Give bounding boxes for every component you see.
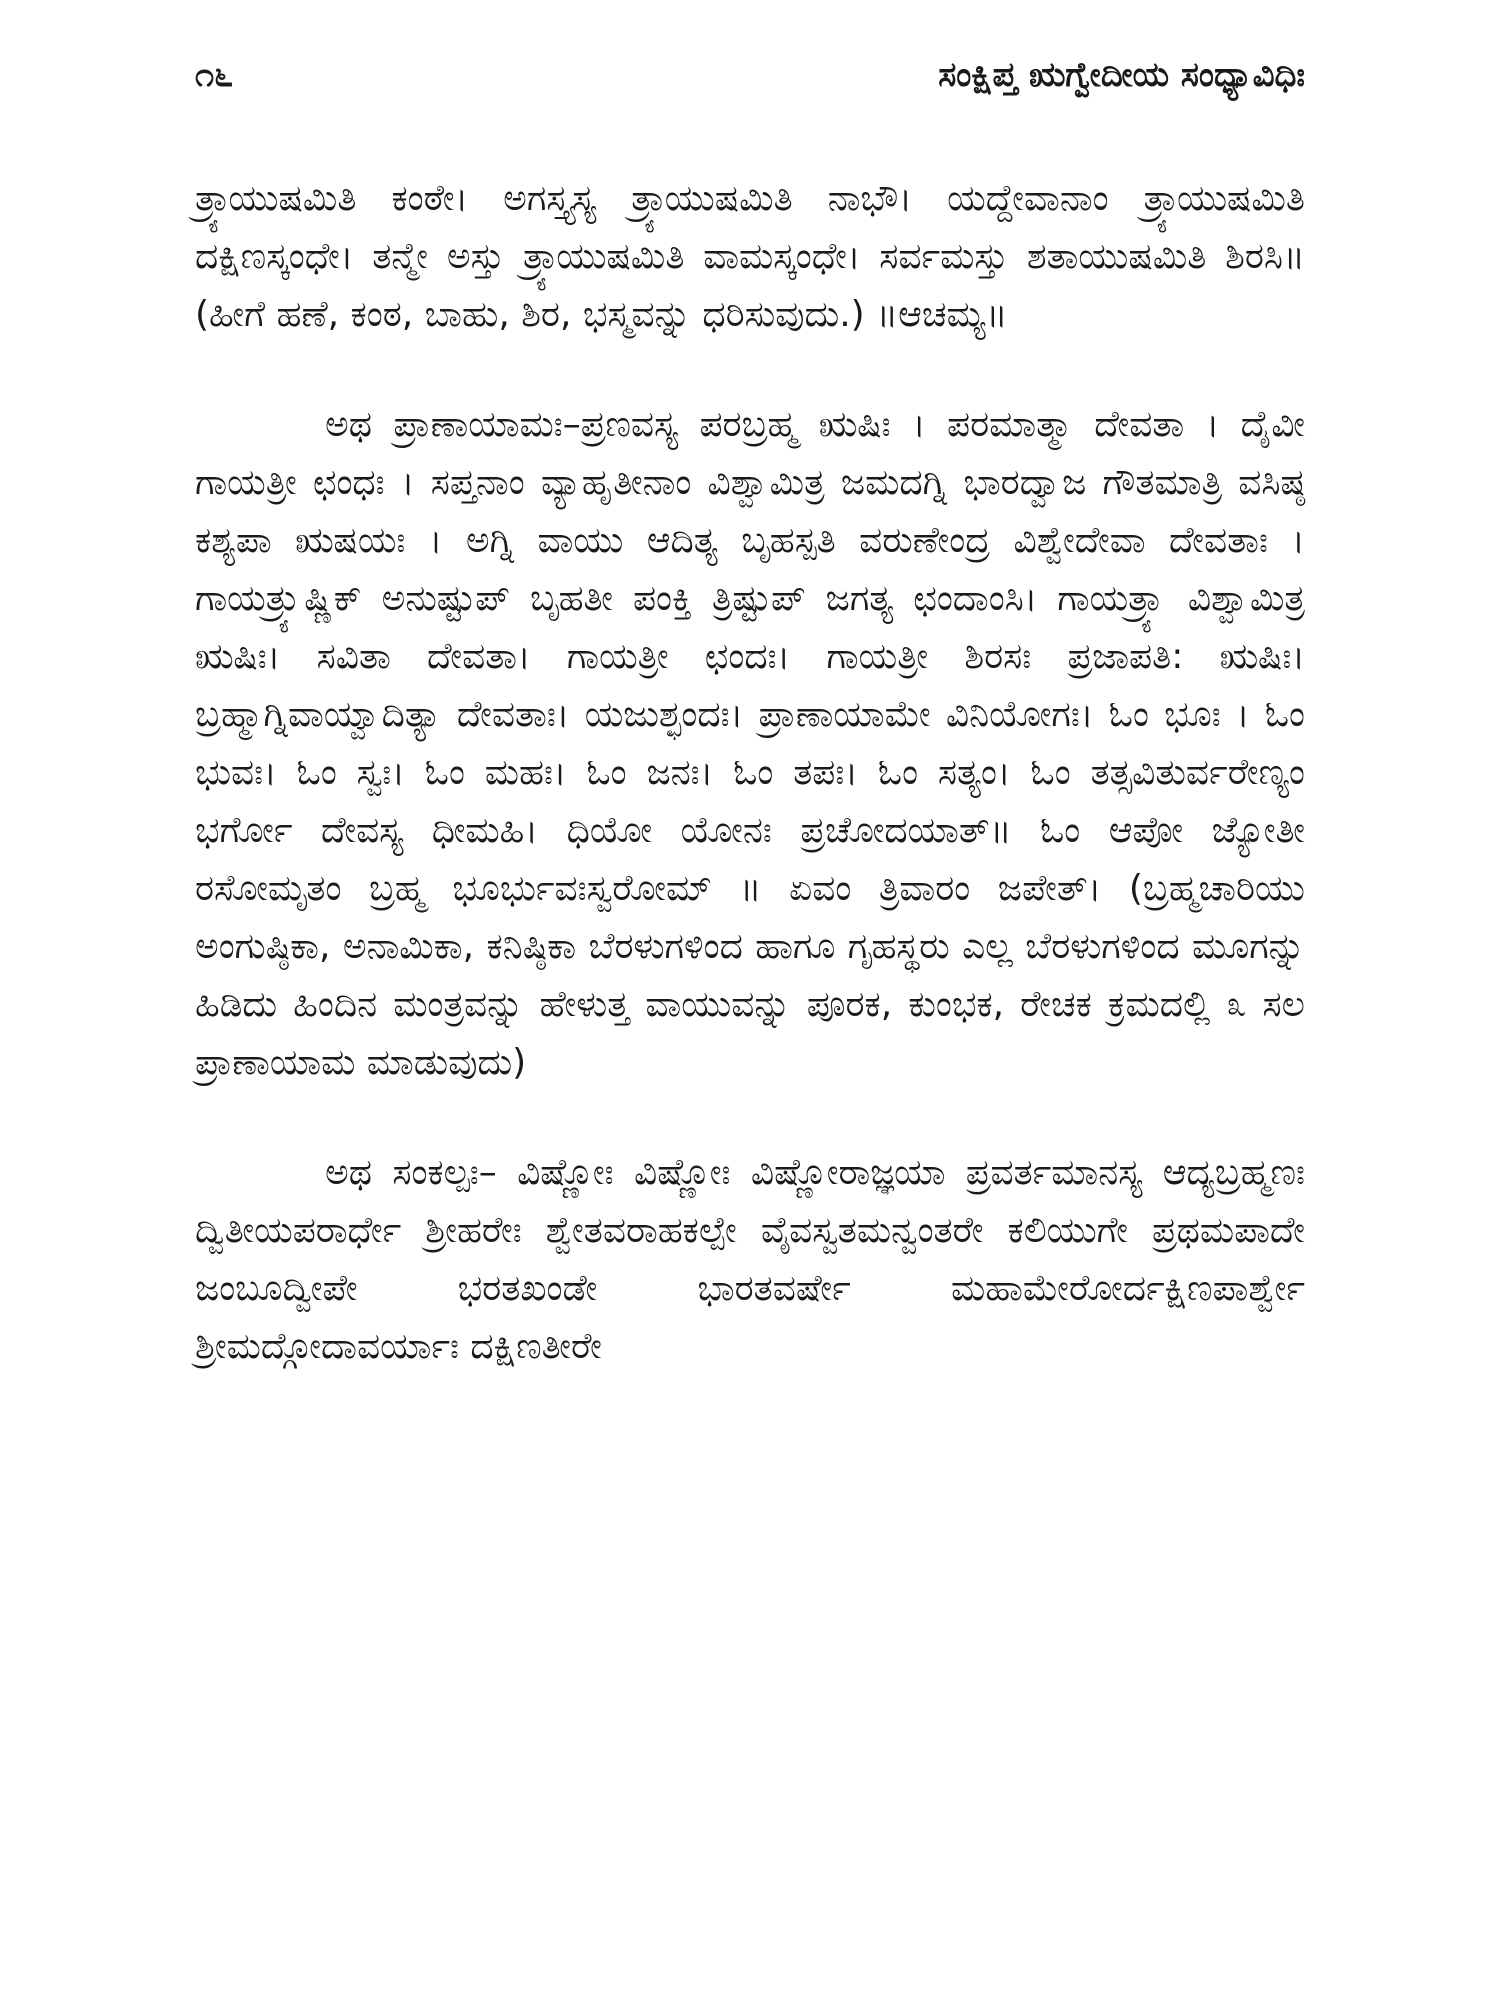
paragraph-sankalpa: ಅಥ ಸಂಕಲ್ಪಃ– ವಿಷ್ಣೋಃ ವಿಷ್ಣೋಃ ವಿಷ್ಣೋರಾಜ್ಞಯಾ ಪ್ರವರ್ತಮಾನಸ್ಯ ಆದ್ಯಬ್ರಹ್ಮಣಃ ದ್ವಿತೀಯಪರಾರ್ಧೇ ಶ್ರೀಹರೇಃ ಶ್ವೇತವರಾಹಕಲ್ಪೇ ವೈವಸ್ವತಮನ್ವಂತರೇ ಕಲಿಯುಗೇ ಪ್ರಥಮಪಾದೇ ಜಂಬೂದ್ವೀಪೇ ಭರತಖಂಡೇ ಭಾರತವರ್ಷೇ ಮಹಾಮೇರೋರ್ದಕ್ಷಿಣಪಾರ್ಶ್ವೇ ಶ್ರೀಮದ್ಗೋದಾವರ್ಯಾಃ ದಕ್ಷಿಣತೀರೇ <box>195 1152 1305 1367</box>
paragraph-bhasma-dharana: ತ್ರ್ಯಾಯುಷಮಿತಿ ಕಂಠೇ। ಅಗಸ್ತ್ಯಸ್ಯ ತ್ರ್ಯಾಯುಷಮಿತಿ ನಾಭೌ। ಯದ್ದೇವಾನಾಂ ತ್ರ್ಯಾಯುಷಮಿತಿ ದಕ್ಷಿಣಸ್ಕಂಧೇ। ತನ್ಮೇ ಅಸ್ತು ತ್ರ್ಯಾಯುಷಮಿತಿ ವಾಮಸ್ಕಂಧೇ। ಸರ್ವಮಸ್ತು ಶತಾಯುಷಮಿತಿ ಶಿರಸಿ॥ (ಹೀಗೆ ಹಣೆ, ಕಂಠ, ಬಾಹು, ಶಿರ, ಭಸ್ಮವನ್ನು ಧರಿಸುವುದು.) ॥ಆಚಮ್ಯ॥ <box>195 178 1305 335</box>
paragraph-pranayama: ಅಥ ಪ್ರಾಣಾಯಾಮಃ–ಪ್ರಣವಸ್ಯ ಪರಬ್ರಹ್ಮ ಋಷಿಃ । ಪರಮಾತ್ಮಾ ದೇವತಾ । ದೈವೀ ಗಾಯತ್ರೀ ಛಂಧಃ । ಸಪ್ತನಾಂ ವ್ಯಾಹೃತೀನಾಂ ವಿಶ್ವಾಮಿತ್ರ ಜಮದಗ್ನಿ ಭಾರದ್ವಾಜ ಗೌತಮಾತ್ರಿ ವಸಿಷ್ಠ ಕಶ್ಯಪಾ ಋಷಯಃ । ಅಗ್ನಿ ವಾಯು ಆದಿತ್ಯ ಬೃಹಸ್ಪತಿ ವರುಣೇಂದ್ರ ವಿಶ್ವೇದೇವಾ ದೇವತಾಃ । ಗಾಯತ್ರ್ಯುಷ್ಣಿಕ್ ಅನುಷ್ಟುಪ್ ಬೃಹತೀ ಪಂಕ್ತಿ ತ್ರಿಷ್ಟುಪ್ ಜಗತ್ಯ ಛಂದಾಂಸಿ। ಗಾಯತ್ರ್ಯಾ ವಿಶ್ವಾಮಿತ್ರ ಋಷಿಃ। ಸವಿತಾ ದೇವತಾ। ಗಾಯತ್ರೀ ಛಂದಃ। ಗಾಯತ್ರೀ ಶಿರಸಃ ಪ್ರಜಾಪತಿ: ಋಷಿಃ। ಬ್ರಹ್ಮಾಗ್ನಿವಾಯ್ವಾದಿತ್ಯಾ ದೇವತಾಃ। ಯಜುಶ್ಛಂದಃ। ಪ್ರಾಣಾಯಾಮೇ ವಿನಿಯೋಗಃ। ಓಂ ಭೂಃ । ಓಂ ಭುವಃ। ಓಂ ಸ್ವಃ। ಓಂ ಮಹಃ। ಓಂ ಜನಃ। ಓಂ ತಪಃ। ಓಂ ಸತ್ಯಂ। ಓಂ ತತ್ಸವಿತುರ್ವರೇಣ್ಯಂ ಭರ್ಗೋ ದೇವಸ್ಯ ಧೀಮಹಿ। ಧಿಯೋ ಯೋನಃ ಪ್ರಚೋದಯಾತ್॥ ಓಂ ಆಪೋ ಜ್ಯೋತೀ ರಸೋಮೃತಂ ಬ್ರಹ್ಮ ಭೂರ್ಭುವಃಸ್ವರೋಮ್ ॥ ಏವಂ ತ್ರಿವಾರಂ ಜಪೇತ್। (ಬ್ರಹ್ಮಚಾರಿಯು ಅಂಗುಷ್ಠಿಕಾ, ಅನಾಮಿಕಾ, ಕನಿಷ್ಠಿಕಾ ಬೆರಳುಗಳಿಂದ ಹಾಗೂ ಗೃಹಸ್ಥರು ಎಲ್ಲ ಬೆರಳುಗಳಿಂದ ಮೂಗನ್ನು ಹಿಡಿದು ಹಿಂದಿನ ಮಂತ್ರವನ್ನು ಹೇಳುತ್ತ ವಾಯುವನ್ನು ಪೂರಕ, ಕುಂಭಕ, ರೇಚಕ ಕ್ರಮದಲ್ಲಿ ೩ ಸಲ ಪ್ರಾಣಾಯಾಮ ಮಾಡುವುದು) <box>195 404 1305 1083</box>
page-header <box>195 55 1305 105</box>
body-text <box>195 170 1305 1376</box>
page-number: ೧೬ <box>195 55 234 95</box>
running-title: ಸಂಕ್ಷಿಪ್ತ ಋಗ್ವೇದೀಯ ಸಂಧ್ಯಾವಿಧಿಃ <box>938 55 1305 95</box>
